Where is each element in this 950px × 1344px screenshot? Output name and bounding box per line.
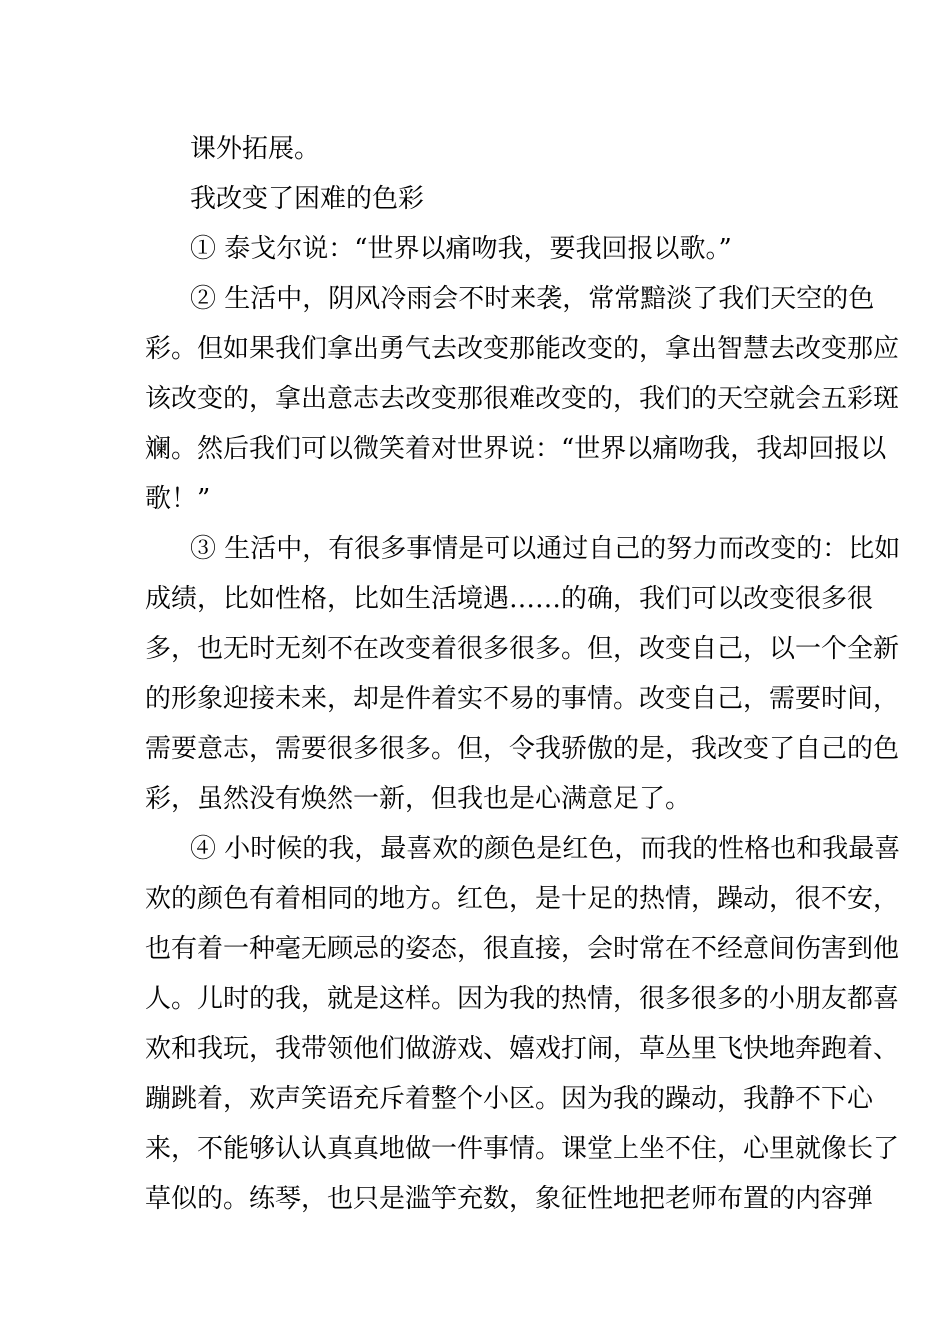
text-line: 需要意志，需要很多很多。但，令我骄傲的是，我改变了自己的色 (145, 734, 900, 764)
text-line: 人。儿时的我，就是这样。因为我的热情，很多很多的小朋友都喜 (145, 984, 900, 1014)
text-line: ④ 小时候的我，最喜欢的颜色是红色，而我的性格也和我最喜 (190, 834, 901, 864)
text-line: 彩，虽然没有焕然一新，但我也是心满意足了。 (145, 784, 692, 814)
text-line: ③ 生活中，有很多事情是可以通过自己的努力而改变的：比如 (190, 534, 901, 564)
text-line: 课外拓展。 (190, 134, 321, 164)
text-line: 蹦跳着，欢声笑语充斥着整个小区。因为我的躁动，我静不下心 (145, 1084, 874, 1114)
text-line: ① 泰戈尔说：“世界以痛吻我，要我回报以歌。” (190, 234, 732, 264)
text-line: 歌！” (145, 484, 211, 514)
text-line: 欢的颜色有着相同的地方。红色，是十足的热情，躁动，很不安， (145, 884, 900, 914)
text-line: 来，不能够认认真真地做一件事情。课堂上坐不住，心里就像长了 (145, 1134, 900, 1164)
text-line: 该改变的，拿出意志去改变那很难改变的，我们的天空就会五彩斑 (145, 384, 900, 414)
article-title: 我改变了困难的色彩 (190, 184, 425, 214)
text-line: 彩。但如果我们拿出勇气去改变那能改变的，拿出智慧去改变那应 (145, 334, 900, 364)
text-line: ② 生活中，阴风冷雨会不时来袭，常常黯淡了我们天空的色 (190, 284, 875, 314)
text-line: 多，也无时无刻不在改变着很多很多。但，改变自己，以一个全新 (145, 634, 900, 664)
text-line: 草似的。练琴，也只是滥竽充数，象征性地把老师布置的内容弹 (145, 1184, 874, 1214)
text-line: 斓。然后我们可以微笑着对世界说：“世界以痛吻我，我却回报以 (145, 434, 887, 464)
text-line: 成绩，比如性格，比如生活境遇……的确，我们可以改变很多很 (145, 584, 874, 614)
text-line: 的形象迎接未来，却是件着实不易的事情。改变自己，需要时间， (145, 684, 900, 714)
text-line: 也有着一种毫无顾忌的姿态，很直接，会时常在不经意间伤害到他 (145, 934, 900, 964)
text-line: 欢和我玩，我带领他们做游戏、嬉戏打闹，草丛里飞快地奔跑着、 (145, 1034, 900, 1064)
